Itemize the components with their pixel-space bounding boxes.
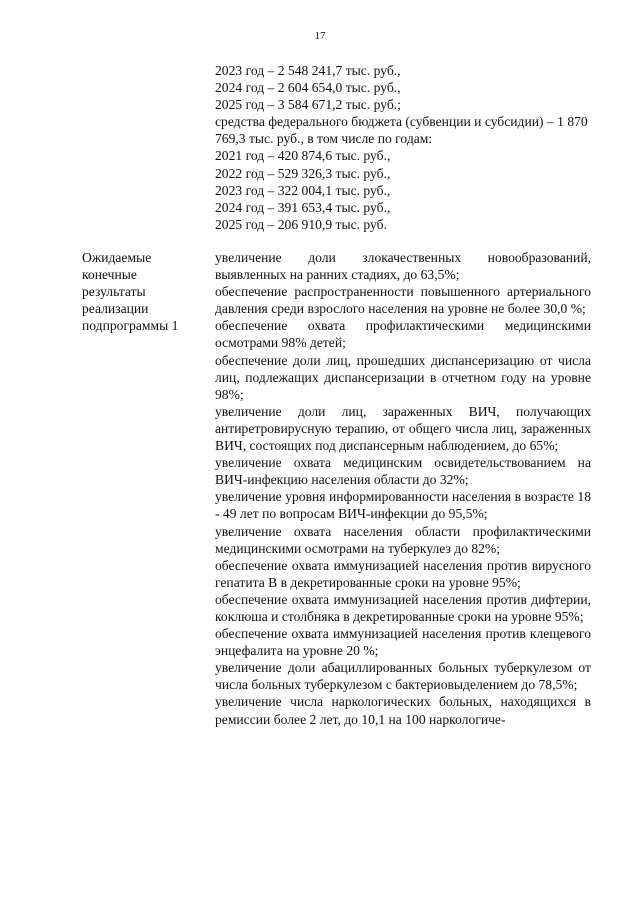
- result-item: увеличение охвата населения области профилактическими медицинскими осмотрами на туберкулез до 82%;: [215, 523, 591, 556]
- funding-line: 2025 год – 206 910,9 тыс. руб.: [215, 216, 387, 232]
- funding-federal-budget: средства федерального бюджета (субвенции и субсидии) – 1 870 769,3 тыс. руб., в том числе по годам:: [215, 114, 588, 147]
- result-item: обеспечение распространенности повышенного артериального давления среди взрослого населения на уровне не более 30,0 %;: [215, 284, 591, 317]
- result-item: увеличение доли абациллированных больных туберкулезом от числа больных туберкулезом с бактериовыделением до 78,5%;: [215, 660, 591, 693]
- label-line: конечные: [82, 267, 137, 283]
- result-item: увеличение уровня информированности населения в возрасте 18 - 49 лет по вопросам ВИЧ-инфекции до 95,5%;: [215, 489, 591, 522]
- row-label-expected-results: [82, 249, 207, 334]
- label-line: Ожидаемые: [82, 250, 152, 265]
- label-line: реализации: [82, 301, 149, 317]
- label-line: результаты: [82, 284, 146, 300]
- funding-line: 2025 год – 3 584 671,2 тыс. руб.;: [215, 97, 401, 113]
- result-item: обеспечение охвата иммунизацией населения против клещевого энцефалита на уровне 20 %;: [215, 626, 591, 659]
- funding-line: 2022 год – 529 326,3 тыс. руб.,: [215, 165, 391, 181]
- expected-results-list: [215, 249, 591, 728]
- result-item: увеличение доли лиц, зараженных ВИЧ, получающих антиретровирусную терапию, от общего числа лиц, зараженных ВИЧ, состоящих под диспансерным наблюдением, до 65%;: [215, 403, 591, 454]
- page-number: 17: [314, 30, 326, 42]
- result-item: увеличение доли злокачественных новообразований, выявленных на ранних стадиях, до 63,5%;: [215, 250, 591, 283]
- funding-block: [215, 62, 595, 233]
- result-item: увеличение охвата медицинским освидетельствованием на ВИЧ-инфекцию населения области до 32%;: [215, 455, 591, 488]
- funding-line: 2024 год – 2 604 654,0 тыс. руб.,: [215, 80, 401, 96]
- funding-line: 2023 год – 322 004,1 тыс. руб.,: [215, 182, 391, 198]
- result-item: обеспечение охвата иммунизацией населения против вирусного гепатита В в декретированные сроки на уровне 95%;: [215, 557, 591, 590]
- result-item: увеличение числа наркологических больных, находящихся в ремиссии более 2 лет, до 10,1 на 100 наркологиче-: [215, 694, 591, 727]
- result-item: обеспечение охвата иммунизацией населения против дифтерии, коклюша и столбняка в декретированные сроки на уровне 95%;: [215, 591, 591, 624]
- result-item: обеспечение охвата профилактическими медицинскими осмотрами 98% детей;: [215, 318, 591, 351]
- label-line: подпрограммы 1: [82, 318, 179, 334]
- funding-line: 2023 год – 2 548 241,7 тыс. руб.,: [215, 63, 401, 78]
- funding-line: 2021 год – 420 874,6 тыс. руб.,: [215, 148, 391, 164]
- result-item: обеспечение доли лиц, прошедших диспансеризацию от числа лиц, подлежащих диспансеризации в отчетном году на уровне 98%;: [215, 352, 591, 402]
- funding-line: 2024 год – 391 653,4 тыс. руб.,: [215, 199, 391, 215]
